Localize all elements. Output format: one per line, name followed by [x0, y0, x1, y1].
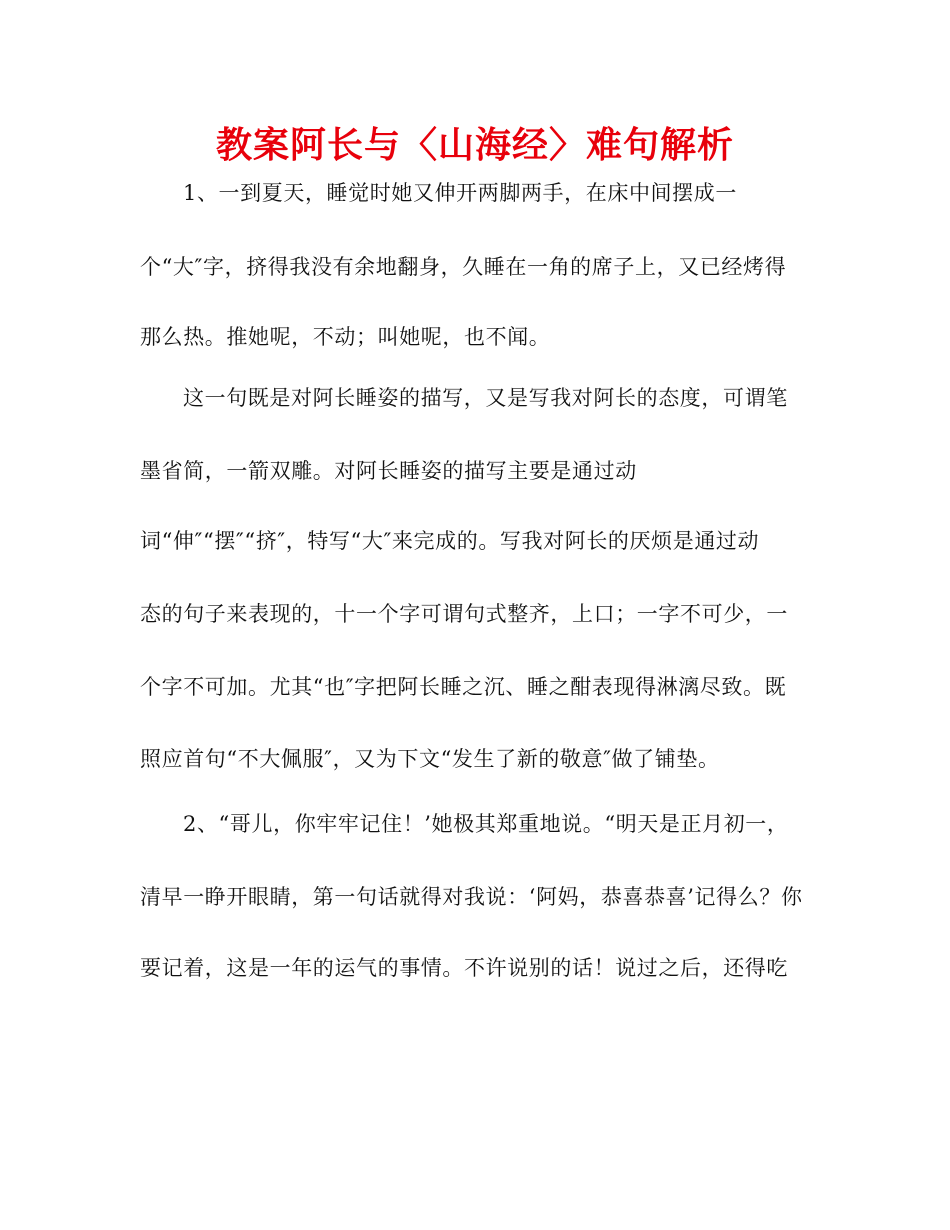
paragraph-2-line-4: 态的句子来表现的，十一个字可谓句式整齐，上口；一字不可少，一	[140, 602, 788, 626]
paragraph-2-line-3: 词“伸″“摆″“挤″，特写“大″来完成的。写我对阿长的厌烦是通过动	[140, 529, 760, 553]
paragraph-2-line-6: 照应首句“不大佩服″，又为下文“发生了新的敬意″做了铺垫。	[140, 747, 720, 771]
paragraph-3-line-2: 清早一睁开眼睛，第一句话就得对我说：‘阿妈，恭喜恭喜’记得么？你	[140, 885, 803, 909]
document-title: 教案阿长与〈山海经〉难句解析	[215, 125, 734, 166]
paragraph-3-line-1: 2、“哥儿，你牢牢记住！’她极其郑重地说。“明天是正月初一，	[183, 812, 789, 836]
paragraph-1-line-3: 那么热。推她呢，不动；叫她呢，也不闻。	[140, 325, 551, 349]
paragraph-1-line-1: 1、一到夏天，睡觉时她又伸开两脚两手，在床中间摆成一	[183, 181, 737, 205]
paragraph-2-line-2: 墨省简，一箭双雕。对阿长睡姿的描写主要是通过动	[140, 459, 637, 483]
paragraph-3-line-3: 要记着，这是一年的运气的事情。不许说别的话！说过之后，还得吃	[140, 956, 788, 980]
paragraph-1-line-2: 个“大″字，挤得我没有余地翻身，久睡在一角的席子上，又已经烤得	[140, 255, 787, 279]
paragraph-2-line-1: 这一句既是对阿长睡姿的描写，又是写我对阿长的态度，可谓笔	[183, 386, 788, 410]
paragraph-2-line-5: 个字不可加。尤其“也″字把阿长睡之沉、睡之酣表现得淋漓尽致。既	[140, 675, 787, 699]
